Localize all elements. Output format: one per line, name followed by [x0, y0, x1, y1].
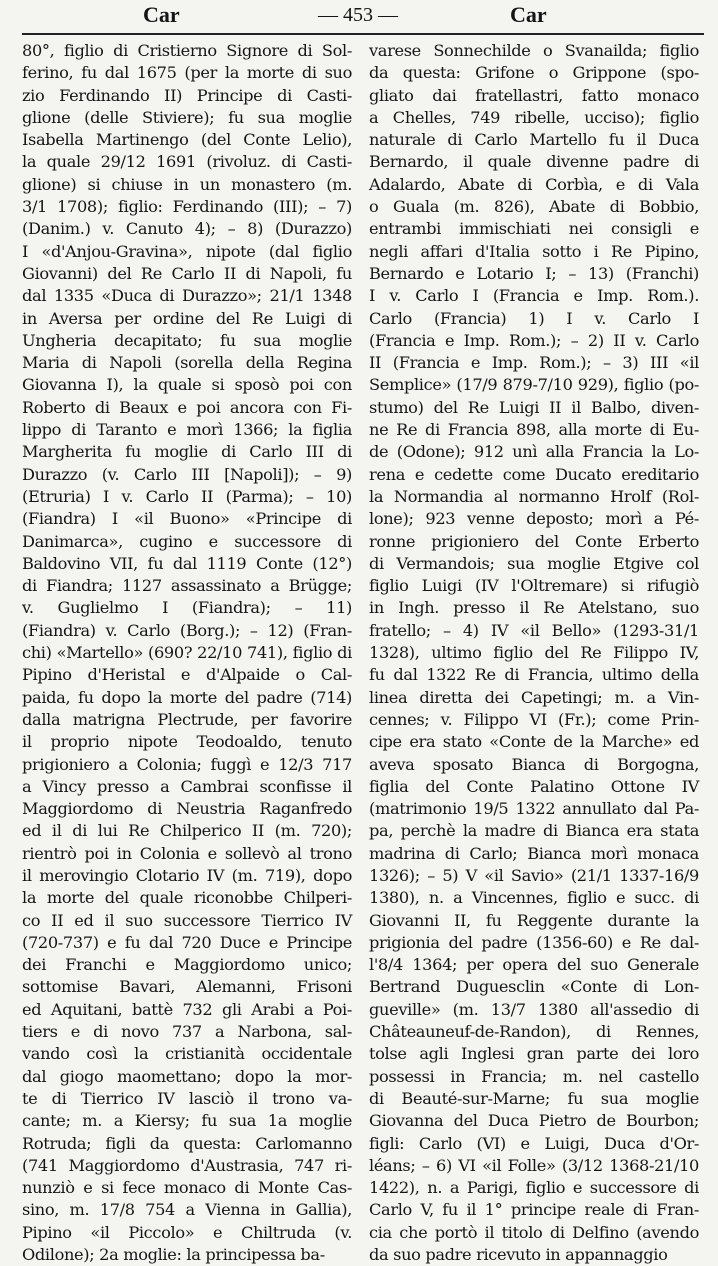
text-line: ed Aquitani, battè 732 gli Arabi a Poi-: [22, 999, 352, 1019]
text-line: il proprio nipote Teodoaldo, tenuto: [22, 732, 352, 752]
text-line: co II ed il suo successore Tierrico IV: [22, 910, 352, 930]
text-line: ronne prigioniero del Conte Erberto: [369, 531, 699, 551]
header-left-word: Car: [143, 2, 180, 27]
text-line: gliato dai fratellastri, fatto monaco: [369, 85, 699, 105]
text-line: possessi in Francia; m. nel castello: [369, 1066, 699, 1086]
text-line: Maria di Napoli (sorella della Regina: [22, 353, 352, 373]
text-line: Carlo (Francia) 1) I v. Carlo I: [369, 308, 699, 328]
page-number: — 453 —: [318, 4, 398, 26]
text-line: di Vermandois; sua moglie Etgive col: [369, 553, 699, 573]
text-line: dal 1335 «Duca di Durazzo»; 21/1 1348: [22, 286, 352, 306]
text-line: in Aversa per ordine del Re Luigi di: [22, 308, 352, 328]
page-header: [0, 2, 718, 32]
text-line: gueville» (m. 13/7 1380 all'assedio di: [369, 999, 699, 1019]
text-line: Margherita fu moglie di Carlo III di: [22, 442, 352, 462]
text-line: 80°, figlio di Cristierno Signore di Sol-: [22, 41, 352, 60]
text-line: Pipino «il Piccolo» e Chiltruda (v.: [22, 1222, 352, 1242]
text-line: Baldovino VII, fu dal 1119 Conte (12°): [22, 553, 352, 573]
text-line: di Fiandra; 1127 assassinato a Brügge;: [22, 576, 352, 596]
header-rule: [22, 33, 704, 35]
text-line: Durazzo (v. Carlo III [Napoli]); – 9): [22, 464, 352, 484]
text-line: v. Guglielmo I (Fiandra); – 11): [22, 598, 352, 618]
text-line: fu dal 1322 Re di Francia, ultimo della: [369, 665, 699, 685]
text-line: a Chelles, 749 ribelle, ucciso); figlio: [369, 107, 699, 127]
text-line: II (Francia e Imp. Rom.); – 3) III «il: [369, 353, 699, 373]
text-line: (Fiandra) v. Carlo (Borg.); – 12) (Fran-: [22, 620, 352, 640]
text-line: (741 Maggiordomo d'Austrasia, 747 ri-: [22, 1155, 352, 1175]
text-line: madrina di Carlo; Bianca morì monaca: [369, 843, 699, 863]
text-line: la Normandia al normanno Hrolf (Rol-: [369, 486, 699, 506]
text-line: 3/1 1708); figlio: Ferdinando (III); – 7): [22, 197, 352, 217]
text-line: pa, perchè la madre di Bianca era stata: [369, 821, 699, 841]
text-line: figlia del Conte Palatino Ottone IV: [369, 776, 699, 796]
text-line: Roberto di Beaux e poi ancora con Fi-: [22, 397, 352, 417]
text-line: Odilone); 2a moglie: la principessa ba-: [22, 1245, 325, 1265]
text-line: Bernardo e Lotario I; – 13) (Franchi): [369, 263, 699, 283]
text-line: linea diretta dei Capetingi; m. a Vin-: [369, 687, 699, 707]
text-line: I v. Carlo I (Francia e Imp. Rom.).: [369, 286, 699, 306]
text-line: fratello; – 4) IV «il Bello» (1293-31/1: [369, 620, 699, 640]
text-line: di Beauté-sur-Marne; fu sua moglie: [369, 1088, 699, 1108]
text-line: glione (delle Stiviere); fu sua moglie: [22, 107, 352, 127]
text-line: Adalardo, Abate di Corbìa, e di Vala: [369, 174, 699, 194]
text-line: figlio Luigi (IV l'Oltremare) si rifugiò: [369, 576, 699, 596]
text-line: Ungheria decapitato; fu sua moglie: [22, 330, 352, 350]
text-line: Pipino d'Heristal e d'Alpaide o Cal-: [22, 665, 352, 685]
text-line: chi) «Martello» (690? 22/10 741), figlio di: [22, 643, 352, 663]
header-right-word: Car: [510, 2, 547, 27]
text-line: 1326); – 5) V «il Savio» (21/1 1337-16/9: [369, 865, 699, 885]
text-line: entrambi immischiati nei consigli e: [369, 219, 699, 239]
text-line: il merovingio Clotario IV (m. 719), dopo: [22, 865, 352, 885]
text-line: dei Franchi e Maggiordomo unico;: [22, 955, 352, 975]
text-line: sino, m. 17/8 754 a Vienna in Gallia),: [22, 1200, 352, 1220]
text-line: Giovanna I), la quale si sposò poi con: [22, 375, 352, 395]
text-line: o Guala (m. 826), Abate di Bobbio,: [369, 197, 699, 217]
text-line: cipe era stato «Conte de la Marche» ed: [369, 732, 699, 752]
text-line: vando così la cristianità occidentale: [22, 1044, 352, 1064]
text-line: prigioniero a Colonia; fuggì e 12/3 717: [22, 754, 352, 774]
text-line: de (Odone); 912 unì alla Francia la Lo-: [369, 442, 699, 462]
text-line: prigionia del padre (1356-60) e Re dal-: [369, 932, 699, 952]
text-line: ed il di lui Re Chilperico II (m. 720);: [22, 821, 352, 841]
text-line: sottomise Bavari, Alemanni, Frisoni: [22, 977, 352, 997]
text-line: stumo) del Re Luigi II il Balbo, diven-: [369, 397, 699, 417]
text-line: 1380), n. a Vincennes, figlio e succ. di: [369, 888, 699, 908]
text-line: ne Re di Francia 898, alla morte di Eu-: [369, 420, 699, 440]
text-line: tiers e di novo 737 a Narbona, sal-: [22, 1022, 352, 1042]
text-line: dalla matrigna Plectrude, per favorire: [22, 709, 352, 729]
text-line: negli affari d'Italia sotto i Re Pipino,: [369, 241, 699, 261]
text-line: (Francia e Imp. Rom.); – 2) II v. Carlo: [369, 330, 699, 350]
text-line: da suo padre ricevuto in appannaggio: [369, 1245, 668, 1265]
text-line: naturale di Carlo Martello fu il Duca: [369, 130, 699, 150]
text-line: da questa: Grifone o Grippone (spo-: [369, 63, 699, 83]
text-line: glione) si chiuse in un monastero (m.: [22, 174, 352, 194]
text-line: Giovanni II, fu Reggente durante la: [369, 910, 699, 930]
text-line: (matrimonio 19/5 1322 annullato dal Pa-: [369, 799, 699, 819]
text-line: Isabella Martinengo (del Conte Lelio),: [22, 130, 352, 150]
text-line: aveva sposato Bianca di Borgogna,: [369, 754, 699, 774]
text-line: cennes; v. Filippo VI (Fr.); come Prin-: [369, 709, 699, 729]
text-line: in Ingh. presso il Re Atelstano, suo: [369, 598, 699, 618]
text-line: Bernardo, il quale divenne padre di: [369, 152, 699, 172]
text-line: zio Ferdinando II) Principe di Casti-: [22, 85, 352, 105]
left-column: [22, 40, 352, 1266]
text-line: lone); 923 venne deposto; morì a Pé-: [369, 509, 699, 529]
text-line: dal giogo maomettano; dopo la mor-: [22, 1066, 352, 1086]
text-line: Bertrand Duguesclin «Conte di Lon-: [369, 977, 699, 997]
text-line: varese Sonnechilde o Svanailda; figlio: [369, 41, 699, 60]
text-line: Carlo V, fu il 1° principe reale di Fran-: [369, 1200, 699, 1220]
text-line: rientrò poi in Colonia e sollevò al trono: [22, 843, 352, 863]
text-line: Giovanni) del Re Carlo II di Napoli, fu: [22, 263, 352, 283]
text-line: cante; m. a Kiersy; fu sua 1a moglie: [22, 1111, 352, 1131]
text-line: figli: Carlo (VI) e Luigi, Duca d'Or-: [369, 1133, 699, 1153]
right-column: [369, 40, 699, 1266]
text-line: ferino, fu dal 1675 (per la morte di suo: [22, 63, 352, 83]
text-line: (Etruria) I v. Carlo II (Parma); – 10): [22, 486, 352, 506]
text-line: Giovanna del Duca Pietro de Bourbon;: [369, 1111, 699, 1131]
text-line: 1328), ultimo figlio del Re Filippo IV,: [369, 643, 699, 663]
text-line: I «d'Anjou-Gravina», nipote (dal figlio: [22, 241, 352, 261]
text-line: l'8/4 1364; per opera del suo Generale: [369, 955, 699, 975]
text-line: Rotruda; figli da questa: Carlomanno: [22, 1133, 352, 1153]
text-line: 1422), n. a Parigi, figlio e successore di: [369, 1178, 699, 1198]
text-line: lippo di Taranto e morì 1366; la figlia: [22, 420, 352, 440]
text-line: Châteauneuf-de-Randon), di Rennes,: [369, 1022, 699, 1042]
text-line: paida, fu dopo la morte del padre (714): [22, 687, 352, 707]
text-line: (720-737) e fu dal 720 Duce e Principe: [22, 932, 352, 952]
text-line: rena e cedette come Ducato ereditario: [369, 464, 699, 484]
text-line: nunziò e si fece monaco di Monte Cas-: [22, 1178, 352, 1198]
text-line: te di Tierrico IV lasciò il trono va-: [22, 1088, 352, 1108]
text-line: la quale 29/12 1691 (rivoluz. di Casti-: [22, 152, 352, 172]
text-line: (Danim.) v. Canuto 4); – 8) (Durazzo): [22, 219, 352, 239]
text-line: la morte del quale riconobbe Chilperi-: [22, 888, 352, 908]
text-line: cia che portò il titolo di Delfino (avendo: [369, 1222, 699, 1242]
text-line: a Vincy presso a Cambrai sconfisse il: [22, 776, 352, 796]
text-line: Maggiordomo di Neustria Raganfredo: [22, 799, 352, 819]
text-line: Semplice» (17/9 879-7/10 929), figlio (po-: [369, 375, 699, 395]
text-line: tolse agli Inglesi gran parte dei loro: [369, 1044, 699, 1064]
text-line: (Fiandra) I «il Buono» «Principe di: [22, 509, 352, 529]
text-line: Danimarca», cugino e successore di: [22, 531, 352, 551]
text-line: léans; – 6) VI «il Folle» (3/12 1368-21/10: [369, 1155, 699, 1175]
